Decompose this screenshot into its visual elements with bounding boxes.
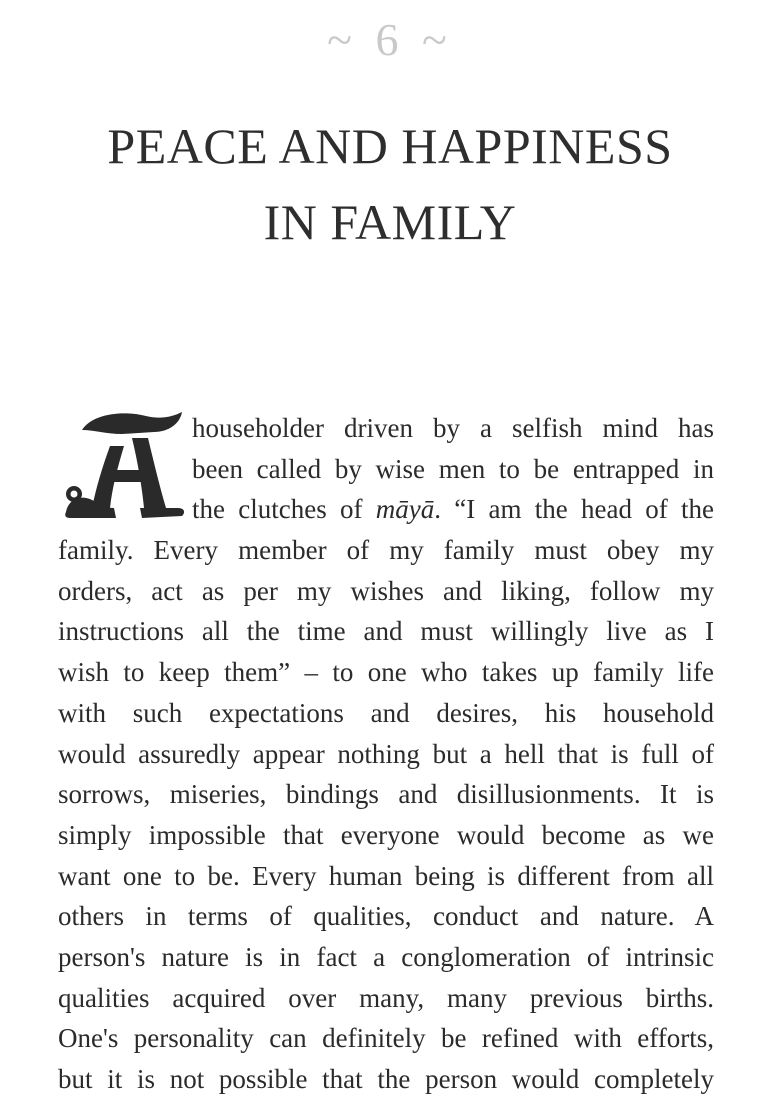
text-line: but it is not possible that the person would completely: [58, 1064, 714, 1094]
text-line: qualities acquired over many, many previous births.: [58, 982, 714, 1013]
text-line: family. Every member of my family must obey my: [58, 535, 714, 566]
body-text: [58, 408, 714, 1100]
text-fragment: . “I am the head of the: [434, 494, 714, 525]
drop-cap-a-icon: [62, 408, 188, 522]
text-line: would assuredly appear nothing but a hell that is full of: [58, 738, 714, 769]
italic-term: māyā: [375, 494, 435, 525]
text-line: want one to be. Every human being is different from all: [58, 860, 714, 891]
text-line: simply impossible that everyone would become as we: [58, 819, 714, 850]
text-line: orders, act as per my wishes and liking, follow my: [58, 575, 714, 606]
chapter-title: [0, 108, 780, 260]
text-line: householder driven by a selfish mind has: [192, 413, 714, 443]
text-line: [192, 489, 714, 530]
text-line: others in terms of qualities, conduct and nature. A: [58, 901, 714, 932]
chapter-title-line-2: IN FAMILY: [263, 194, 517, 250]
chapter-title-line-1: PEACE AND HAPPINESS: [107, 118, 673, 174]
text-line: wish to keep them” – to one who takes up family life: [58, 657, 714, 688]
text-line: instructions all the time and must willingly live as I: [58, 616, 714, 647]
text-line: sorrows, miseries, bindings and disillusionments. It is: [58, 779, 714, 810]
text-line: One's personality can definitely be refined with efforts,: [58, 1023, 714, 1054]
chapter-number: ~ 6 ~: [327, 14, 453, 65]
text-fragment: the clutches of: [192, 494, 376, 525]
text-line: with such expectations and desires, his household: [58, 697, 714, 728]
text-line: person's nature is in fact a conglomeration of intrinsic: [58, 941, 714, 972]
text-line: been called by wise men to be entrapped in: [192, 453, 714, 484]
